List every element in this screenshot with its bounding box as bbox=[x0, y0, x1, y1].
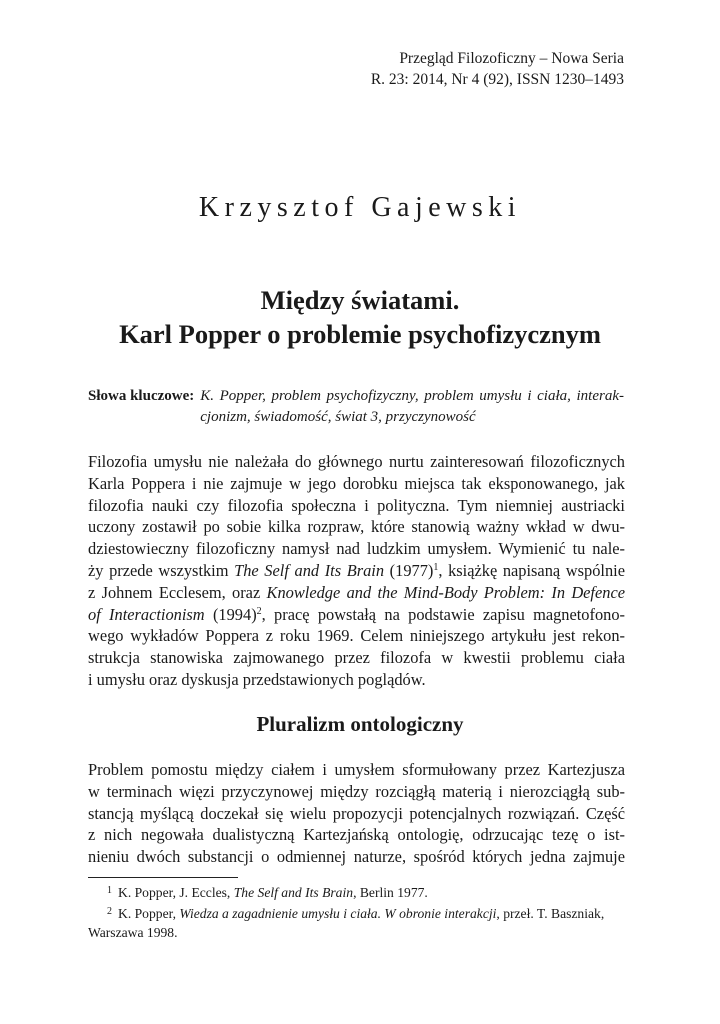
title-line-1: Między światami. bbox=[260, 285, 460, 315]
text-line: i umysłu oraz dyskusja przedstawionych poglądów. bbox=[88, 669, 426, 689]
author-name: Krzysztof Gajewski bbox=[198, 192, 522, 223]
journal-header bbox=[371, 48, 624, 90]
paragraph-intro bbox=[88, 451, 625, 691]
text-line bbox=[88, 582, 625, 604]
text-run: , książkę napisaną wspólnie bbox=[438, 560, 625, 580]
paragraph-section bbox=[88, 759, 625, 868]
book-title: The Self and Its Brain bbox=[234, 560, 385, 580]
text-line: Karla Poppera i nie zajmuje w jego dorobku miejsca tak eksponowanego, jak bbox=[88, 473, 625, 493]
text-line: Problem pomostu między ciałem i umysłem sformułowany przez Kartezjusza bbox=[88, 760, 625, 779]
footnote-number: 1 bbox=[107, 885, 112, 896]
text-line: strukcja stanowiska zajmowanego przez filozofa w kwestii problemu ciała bbox=[88, 648, 625, 668]
footnote-ref-1[interactable]: 1 bbox=[433, 561, 439, 573]
keywords-line-2: cjonizm, świadomość, świat 3, przyczynowość bbox=[200, 409, 476, 425]
text-line: filozofia nauki czy filozofia społeczna i polityczna. Tym niemniej austriacki bbox=[88, 495, 625, 515]
text-line: uczony zostawił po sobie kilka rozpraw, które stanowią ważny wkład w dwu- bbox=[88, 517, 625, 537]
book-title: The Self and Its Brain bbox=[233, 885, 354, 900]
text-line: z nich negowała dualistyczną Kartezjańską ontologię, odrzucając tezę o ist- bbox=[88, 825, 625, 845]
text-run: ży przede wszystkim bbox=[88, 560, 235, 580]
footnote-1 bbox=[88, 881, 625, 902]
footnote-divider bbox=[88, 877, 238, 878]
text-line: stancją myślącą doczekał się wielu propozycji potencjalnych rozwiązań. Część bbox=[88, 803, 625, 823]
keywords-list bbox=[200, 386, 624, 428]
footnote-2 bbox=[88, 902, 625, 942]
keywords-block bbox=[88, 386, 624, 428]
text-run: Warszawa 1998. bbox=[88, 925, 178, 940]
title-line-2: Karl Popper o problemie psychofizycznym bbox=[119, 319, 601, 349]
keywords-label: Słowa kluczowe: bbox=[88, 388, 195, 404]
text-run: , Berlin 1977. bbox=[353, 885, 428, 900]
text-line bbox=[88, 604, 625, 626]
text-run: z Johnem Ecclesem, oraz bbox=[88, 582, 267, 602]
text-run: , pracę powstałą na podstawie zapisu magnetofono- bbox=[261, 604, 626, 624]
text-run: (1977) bbox=[384, 560, 434, 580]
text-run: (1994) bbox=[204, 604, 257, 624]
text-run: , przeł. T. Baszniak, bbox=[496, 906, 605, 921]
text-run: K. Popper, J. Eccles, bbox=[118, 885, 234, 900]
section-heading: Pluralizm ontologiczny bbox=[256, 712, 464, 736]
text-run: K. Popper, bbox=[118, 906, 180, 921]
article-title bbox=[88, 283, 632, 351]
text-line: w terminach więzi przyczynowej między rozciągłą materią i nierozciągłą sub- bbox=[88, 781, 625, 801]
book-title: of Interactionism bbox=[88, 604, 205, 624]
journal-issue: R. 23: 2014, Nr 4 (92), ISSN 1230–1493 bbox=[370, 71, 624, 88]
footnote-ref-2[interactable]: 2 bbox=[256, 605, 262, 617]
book-title: Wiedza a zagadnienie umysłu i ciała. W obronie interakcji bbox=[179, 906, 497, 921]
text-line bbox=[88, 560, 625, 582]
text-line: dziestowieczny filozoficzny namysł nad ludzkim umysłem. Wymienić tu nale- bbox=[88, 539, 625, 559]
book-title: Knowledge and the Mind-Body Problem: In Defence bbox=[266, 582, 625, 602]
text-line: nieniu dwóch substancji o odmiennej naturze, spośród których jedna zajmuje bbox=[88, 847, 625, 867]
footnote-number: 2 bbox=[107, 906, 112, 917]
footnotes bbox=[88, 881, 625, 942]
journal-name: Przegląd Filozoficzny – Nowa Seria bbox=[399, 50, 624, 67]
keywords-line-1: K. Popper, problem psychofizyczny, problem umysłu i ciała, interak- bbox=[200, 388, 624, 404]
text-line: Filozofia umysłu nie należała do głównego nurtu zainteresowań filozoficznych bbox=[88, 452, 625, 471]
text-line: wego wykładów Poppera z roku 1969. Celem niniejszego artykułu jest rekon- bbox=[88, 626, 625, 646]
